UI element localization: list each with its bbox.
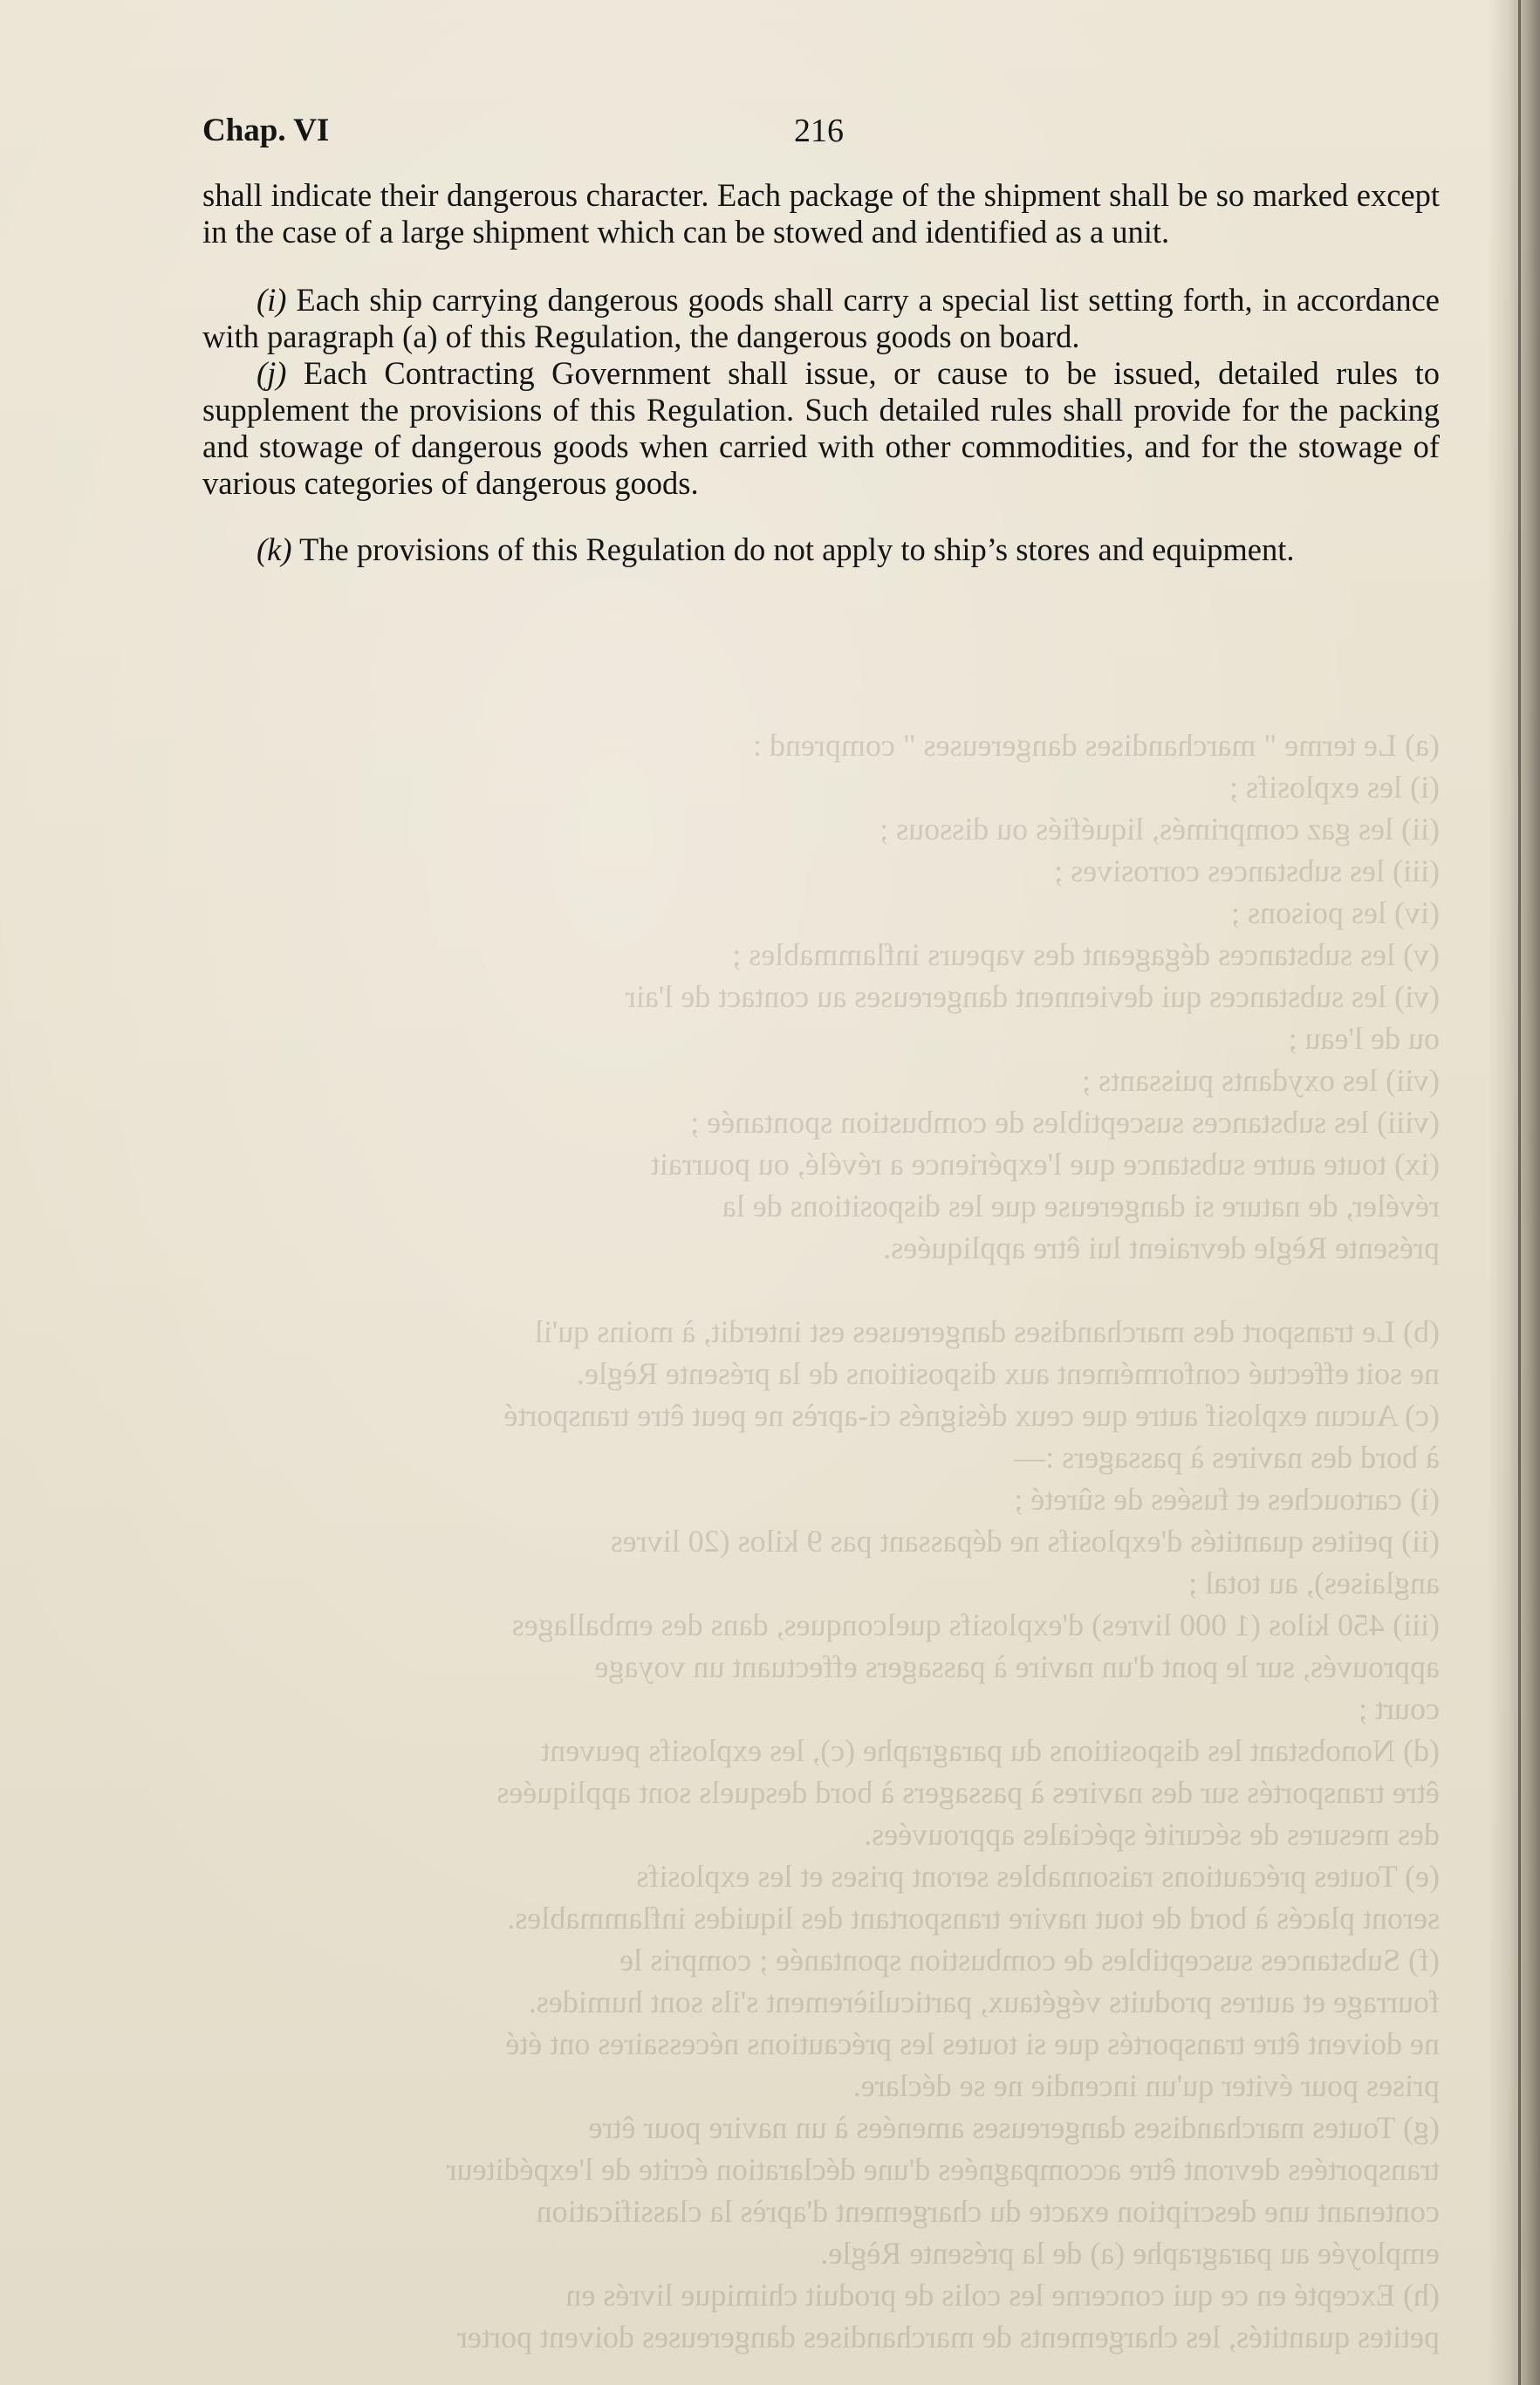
running-header — [202, 112, 1441, 164]
chapter-label: Chap. VI — [202, 113, 330, 148]
binding-shadow — [1488, 0, 1540, 2385]
page-number: 216 — [794, 113, 844, 149]
paragraph-j — [202, 355, 1440, 502]
paragraph-text: The provisions of this Regulation do not apply to ship’s stores and equipment. — [291, 531, 1295, 567]
paragraph-text: Each Contracting Government shall issue, or cause to be issued, detailed rules to supplement the provisions of this Regulation. Such detailed rules shall provide for the packing and stowage of dangerous goods when carried with other commodities, and for the stowage of various categories of dangerous goods. — [202, 355, 1440, 501]
paragraph-label: (i) — [257, 282, 287, 318]
show-through-bleed: (a) Le terme " marchandises dangereuses " comprend : (i) les explosifs ; (ii) les gaz comprimés, liquéfiés ou dissous ; (iii) les substances corrosives ; (iv) les poisons ; (v) les substances dégageant des vapeurs inflammables ; (vi) les substances qui deviennent dangereuses au contact de l'air ou de l'eau ; (vii) les oxydants puissants ; (viii) les substances susceptibles de combustion spontanée ; (ix) toute autre substance que l'expérience a révélé, ou pourrait révéler, de nature si dangereuse que les dispositions de la présente Règle devraient lui être appliquées. (b) Le transport des marchandises dangereuses est interdit, à moins qu'il ne soit effectué conformément aux dispositions de la présente Règle. (c) Aucun explosif autre que ceux désignés ci-après ne peut être transporté à bord des navires à passagers :— (i) cartouches et fusées de sûreté ; (ii) petites quantités d'explosifs ne dépassant pas 9 kilos (20 livres anglaises), au total ; (iii) 450 kilos (1 000 livres) d'explosifs quelconques, dans des emballages approuvés, sur le pont d'un navire à passagers effectuant un voyage court ; (d) Nonobstant les dispositions du paragraphe (c), les explosifs peuvent être transportés sur des navires à passagers à bord desquels sont appliquées des mesures de sécurité spéciales approuvées. (e) Toutes précautions raisonnables seront prises et les explosifs seront placés à bord de tout navire transportant des liquides inflammables. (f) Substances susceptibles de combustion spontanée ; compris le fourrage et autres produits végétaux, particulièrement s'ils sont humides. ne doivent être transportés que si toutes les précautions nécessaires ont été prises pour éviter qu'un incendie ne se déclare. (g) Toutes marchandises dangereuses amenées à un navire pour être transportées devront être accompagnées d'une déclaration écrite de l'expéditeur contenant une description exacte du chargement d'après la classification employée au paragraphe (a) de la présente Règle. (h) Excepté en ce qui concerne les colis de produit chimique livrés en petites quantités, les chargements de marchandises dangereuses doivent porter — [446, 728, 1440, 2354]
paragraph-text: shall indicate their dangerous character. Each package of the shipment shall be so marked except in the case of a large shipment which can be stowed and identified as a unit. — [202, 177, 1440, 250]
paragraph-continuation — [202, 177, 1440, 250]
paragraph-label: (j) — [257, 355, 287, 391]
paragraph-label: (k) — [257, 531, 292, 567]
paragraph-k — [202, 531, 1440, 568]
body-text — [202, 177, 1440, 598]
paragraph-i — [202, 282, 1440, 355]
paragraph-text: Each ship carrying dangerous goods shall carry a special list setting forth, in accordance with paragraph (a) of this Regulation, the dangerous goods on board. — [202, 282, 1440, 354]
binding-edge — [1518, 0, 1521, 2385]
